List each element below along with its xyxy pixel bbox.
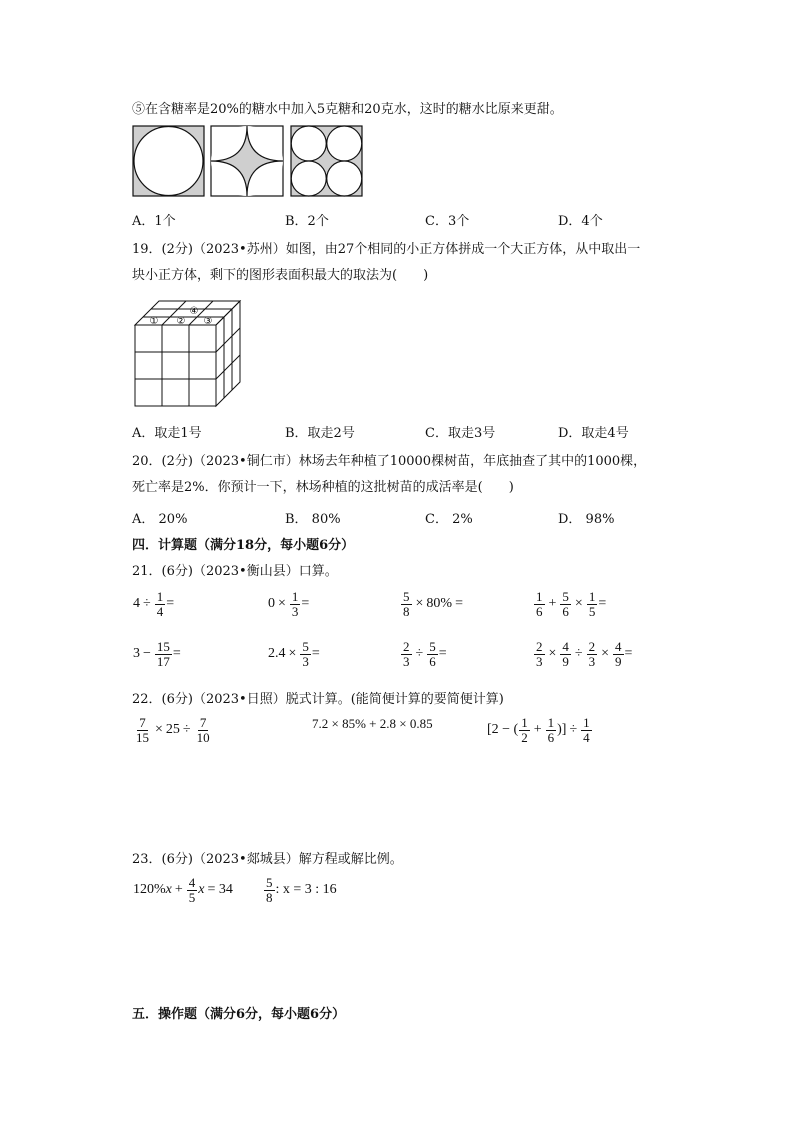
section-4-title: 四．计算题（满分18分，每小题6分） bbox=[132, 538, 355, 553]
q18-figures bbox=[132, 125, 364, 197]
q21-expr-7: $\frac{2}{3}$ ÷ $\frac{5}{6}$ = bbox=[403, 639, 447, 669]
q23-expr-1: 120% x + $\frac{4}{5}$ x = 34 bbox=[133, 875, 233, 905]
q20-option-a: A． 20% bbox=[132, 512, 188, 527]
cube-label-2: ② bbox=[176, 316, 186, 327]
q19-cube-figure bbox=[132, 300, 252, 408]
q20-option-b: B． 80% bbox=[285, 512, 341, 527]
q18-option-b: B．2个 bbox=[285, 214, 329, 229]
q23-expr-2: $\frac{5}{8}$ : x = 3 : 16 bbox=[266, 875, 337, 905]
section-5-title: 五．操作题（满分6分，每小题6分） bbox=[132, 1007, 346, 1022]
q18-statement-5: ⑤在含糖率是20%的糖水中加入5克糖和20克水，这时的糖水比原来更甜。 bbox=[132, 102, 563, 117]
q20-option-d: D． 98% bbox=[558, 512, 615, 527]
figure-quarter-arcs bbox=[211, 126, 283, 196]
q21-expr-1: 4 ÷ $\frac{1}{4}$ = bbox=[133, 589, 175, 619]
q19-option-d: D．取走4号 bbox=[558, 426, 629, 441]
q19-option-b: B．取走2号 bbox=[285, 426, 355, 441]
figure-four-circles bbox=[291, 126, 362, 196]
q21-expr-5: 3 − $\frac{15}{17}$ = bbox=[133, 639, 181, 669]
q18-option-a: A．1个 bbox=[132, 214, 176, 229]
cube-label-3: ③ bbox=[203, 316, 213, 327]
q18-option-d: D．4个 bbox=[558, 214, 603, 229]
q19-option-a: A．取走1号 bbox=[132, 426, 202, 441]
q19-text-line1: 19．(2分)（2023•苏州）如图，由27个相同的小正方体拼成一个大正方体，从中取出一 bbox=[132, 242, 641, 257]
q22-expr-3: [2 − ( $\frac{1}{2}$ + $\frac{1}{6}$ )] ÷ $\frac{1}{4}$ bbox=[487, 715, 590, 745]
q20-option-c: C． 2% bbox=[425, 512, 473, 527]
q21-expr-3: $\frac{5}{8}$ × 80% = bbox=[403, 589, 463, 619]
q21-expr-8: $\frac{2}{3}$ × $\frac{4}{9}$ ÷ $\frac{2}{3}$ × $\frac{4}{9}$ = bbox=[536, 639, 633, 669]
cube-label-1: ① bbox=[149, 316, 159, 327]
q21-expr-6: 2.4 × $\frac{5}{3}$ = bbox=[268, 639, 320, 669]
q21-title: 21．(6分)（2023•衡山县）口算。 bbox=[132, 564, 338, 579]
q21-expr-2: 0 × $\frac{1}{3}$ = bbox=[268, 589, 310, 619]
q22-expr-1: $\frac{7}{15}$ × 25 ÷ $\frac{7}{10}$ bbox=[136, 715, 210, 745]
q21-expr-4: $\frac{1}{6}$ + $\frac{5}{6}$ × $\frac{1}{5}$ = bbox=[536, 589, 607, 619]
q22-expr-2: 7.2 × 85% + 2.8 × 0.85 bbox=[312, 716, 433, 731]
figure-circle-in-square bbox=[133, 126, 204, 196]
q19-text-line2: 块小正方体，剩下的图形表面积最大的取法为( ) bbox=[132, 268, 429, 283]
q19-option-c: C．取走3号 bbox=[425, 426, 496, 441]
q18-option-c: C．3个 bbox=[425, 214, 470, 229]
q22-title: 22．(6分)（2023•日照）脱式计算。(能简便计算的要简便计算) bbox=[132, 692, 504, 707]
q20-text-line2: 死亡率是2%．你预计一下，林场种植的这批树苗的成活率是( ) bbox=[132, 480, 514, 495]
q20-text-line1: 20．(2分)（2023•铜仁市）林场去年种植了10000棵树苗，年底抽查了其中的1000棵， bbox=[132, 454, 647, 469]
q23-title: 23．(6分)（2023•郯城县）解方程或解比例。 bbox=[132, 852, 403, 867]
cube-label-4: ④ bbox=[189, 306, 199, 317]
